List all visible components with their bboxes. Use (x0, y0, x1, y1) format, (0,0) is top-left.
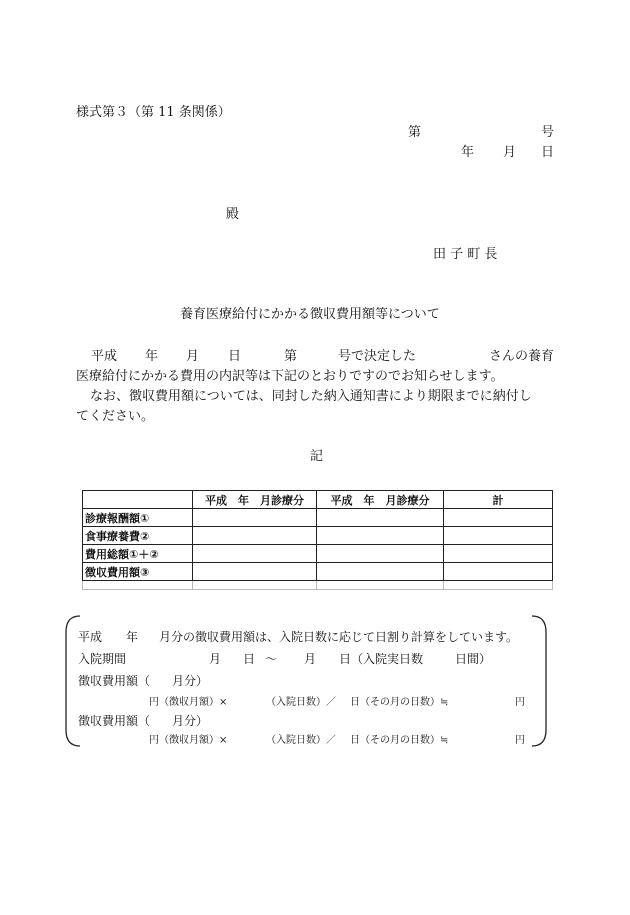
addressee-suffix: 殿 (226, 207, 240, 222)
body-san: さんの養育 (489, 349, 555, 364)
sender-name: 田 子 町 長 (433, 247, 498, 262)
row-label: 診療報酬額① (83, 509, 193, 527)
form-number: 様式第３（第 11 条関係） (76, 105, 231, 120)
note-month-desc: 月分の徴収費用額は、入院日数に応じて日割り計算をしています。 (159, 630, 519, 644)
table-header-cell: 平成 年 月診療分 (193, 491, 317, 509)
note-period-label: 入院期間 (78, 652, 127, 666)
table-cell[interactable] (317, 527, 444, 545)
table-row (83, 509, 553, 527)
table-row-blank (83, 581, 553, 590)
table-header-cell (83, 491, 193, 509)
table-cell (83, 581, 193, 590)
body-line3: なお、徴収費用額については、同封した納入通知書により期限までに納付し (90, 389, 532, 404)
note-period-day1: 日 (243, 652, 256, 666)
table-cell (193, 581, 317, 590)
body-day: 日 (228, 349, 242, 364)
body-year: 年 (145, 349, 159, 364)
body-dai: 第 (284, 349, 298, 364)
table-cell (317, 581, 444, 590)
body-heisei: 平成 (91, 349, 118, 364)
note-period-month1: 月 (209, 652, 222, 666)
table-cell[interactable] (317, 545, 444, 563)
table-row (83, 527, 553, 545)
calc-yen-result-2: 円 (515, 735, 525, 746)
body-decided: 号で決定した (338, 349, 417, 364)
note-period-month2: 月 (304, 652, 317, 666)
fee-table (82, 490, 553, 590)
note-period-tilde: 〜 (265, 652, 278, 666)
calc-yen-monthly-1: 円（徴収月額）× (149, 697, 228, 708)
note-fee-month-1: 月分） (172, 674, 209, 688)
date-day: 日 (541, 145, 555, 160)
table-row (83, 563, 553, 581)
table-header-row (83, 491, 553, 509)
table-header-cell: 平成 年 月診療分 (317, 491, 444, 509)
table-cell[interactable] (193, 527, 317, 545)
doc-number-prefix: 第 (408, 125, 422, 140)
table-cell[interactable] (444, 563, 553, 581)
note-fee-label-1: 徴収費用額（ (78, 674, 151, 688)
table-cell[interactable] (193, 509, 317, 527)
row-label: 費用総額①＋② (83, 545, 193, 563)
table-row (83, 545, 553, 563)
table-cell[interactable] (444, 527, 553, 545)
note-fee-month-2: 月分） (172, 714, 209, 728)
table-cell[interactable] (444, 545, 553, 563)
doc-number-suffix: 号 (541, 125, 555, 140)
row-label: 徴収費用額③ (83, 563, 193, 581)
note-period-day2: 日（入院実日数 (339, 652, 424, 666)
calc-month-days-1: 日（その月の日数）≒ (350, 697, 449, 708)
date-year: 年 (461, 145, 475, 160)
subject-title: 養育医療給付にかかる徴収費用額等について (180, 307, 440, 322)
date-month: 月 (503, 145, 517, 160)
calc-month-days-2: 日（その月の日数）≒ (350, 735, 449, 746)
table-cell[interactable] (193, 563, 317, 581)
table-cell[interactable] (317, 509, 444, 527)
calc-yen-monthly-2: 円（徴収月額）× (149, 735, 228, 746)
body-line4: てください。 (76, 409, 155, 424)
calc-days-1: （入院日数）／ (266, 697, 336, 708)
body-month: 月 (186, 349, 200, 364)
row-label: 食事療養費② (83, 527, 193, 545)
calc-yen-result-1: 円 (515, 697, 525, 708)
note-fee-label-2: 徴収費用額（ (78, 714, 151, 728)
table-cell (444, 581, 553, 590)
ki-heading: 記 (310, 449, 324, 464)
table-cell[interactable] (317, 563, 444, 581)
calc-days-2: （入院日数）／ (266, 735, 336, 746)
table-cell[interactable] (444, 509, 553, 527)
note-heisei: 平成 (78, 630, 103, 644)
table-cell[interactable] (193, 545, 317, 563)
note-period-days: 日間） (455, 652, 492, 666)
note-year: 年 (126, 630, 139, 644)
table-header-cell: 計 (444, 491, 553, 509)
body-line2: 医療給付にかかる費用の内訳等は下記のとおりですのでお知らせします。 (76, 369, 504, 384)
